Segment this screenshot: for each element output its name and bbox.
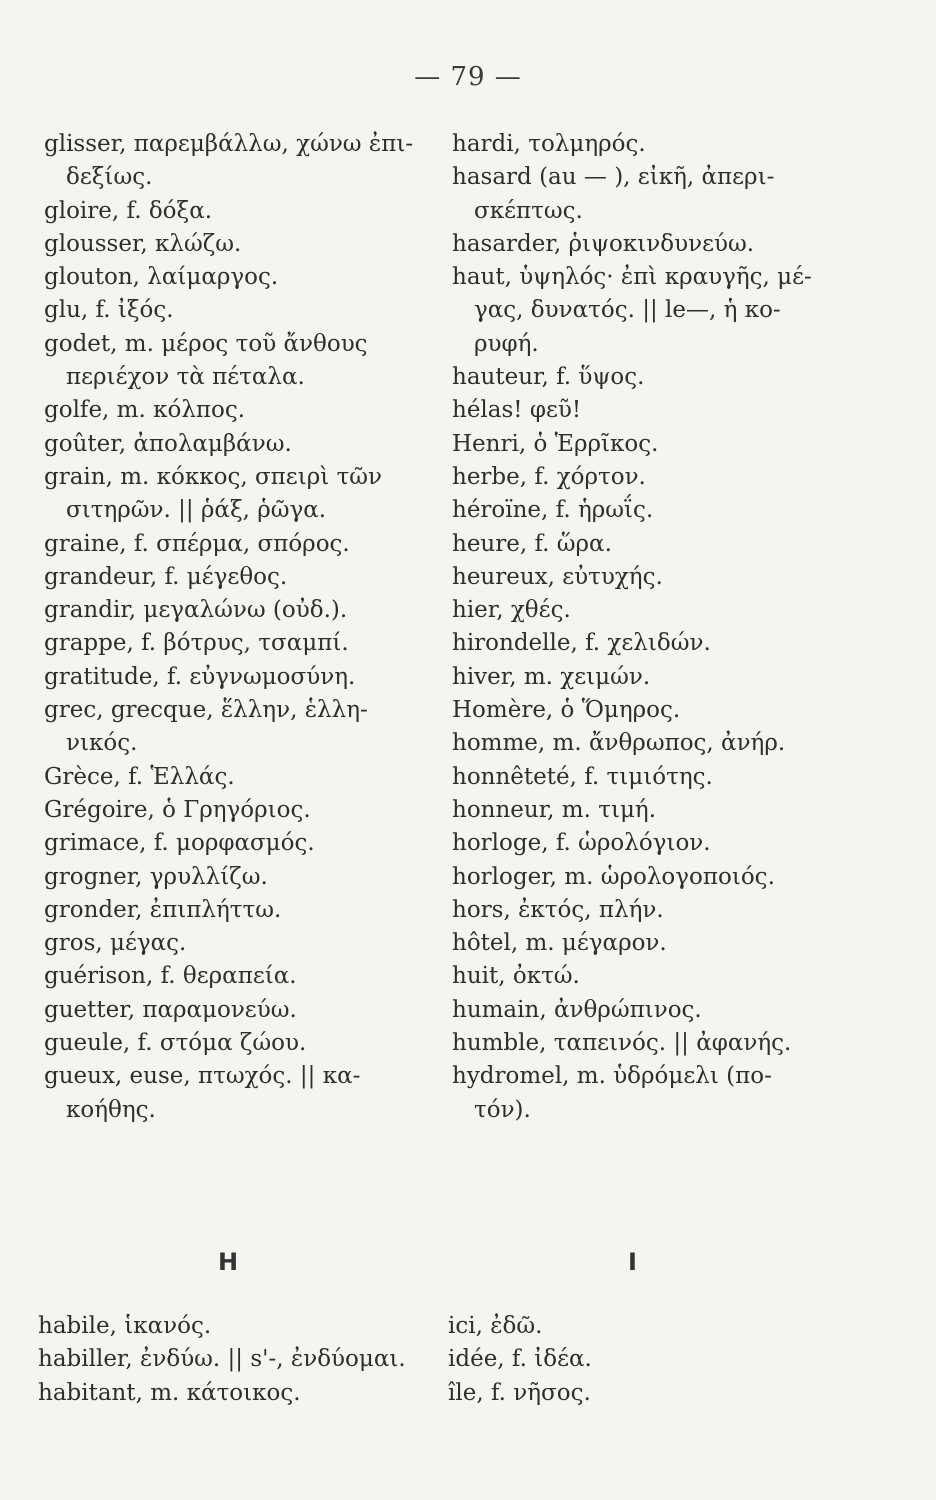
- left-column: [44, 128, 436, 1127]
- dictionary-entry: [44, 627, 436, 660]
- entry-headline: hiver, m. χειμών.: [452, 663, 651, 690]
- entry-headline: golfe, m. κόλπος.: [44, 397, 246, 424]
- dictionary-entry: [452, 661, 872, 694]
- entry-headline: gronder, ἐπιπλήττω.: [44, 896, 282, 923]
- entry-continuation: σιτηρῶν. || ῥάξ, ῥῶγα.: [66, 497, 327, 524]
- entry-headline: Henri, ὁ Ἑρρῖκος.: [452, 430, 659, 457]
- dictionary-entry: [44, 761, 436, 794]
- entry-headline: gueux, euse, πτωχός. || κα-: [44, 1063, 361, 1090]
- page-number: — 79 —: [414, 62, 522, 92]
- entry-headline: horloger, m. ὡρολογοποιός.: [452, 863, 775, 890]
- dictionary-entry: [44, 894, 436, 927]
- dictionary-entry: [38, 1377, 438, 1410]
- section-letter-h: H: [218, 1248, 239, 1276]
- entry-headline: gueule, f. στόμα ζώου.: [44, 1030, 307, 1057]
- dictionary-entry: [448, 1377, 868, 1410]
- entry-headline: habile, ἱκανός.: [38, 1313, 212, 1339]
- dictionary-entry: [44, 528, 436, 561]
- entry-headline: glu, f. ἰξός.: [44, 297, 174, 324]
- dictionary-entry: [452, 761, 872, 794]
- dictionary-entry: [452, 894, 872, 927]
- entry-headline: grandir, μεγαλώνω (οὐδ.).: [44, 597, 348, 624]
- entry-headline: île, f. νῆσος.: [448, 1379, 591, 1406]
- entry-headline: hélas! φεῦ!: [452, 397, 582, 424]
- entry-headline: hôtel, m. μέγαρον.: [452, 930, 667, 957]
- entry-headline: grappe, f. βότρυς, τσαμπί.: [44, 630, 349, 657]
- right-column: [452, 128, 872, 1127]
- section-letter-i: I: [628, 1248, 637, 1276]
- dictionary-entry: [452, 927, 872, 960]
- dictionary-entry: [452, 994, 872, 1027]
- dictionary-entry: [452, 128, 872, 161]
- dictionary-entry: [44, 128, 436, 195]
- entry-headline: ici, ἐδῶ.: [448, 1313, 543, 1339]
- entry-headline: grogner, γρυλλίζω.: [44, 863, 268, 890]
- dictionary-entry: [452, 594, 872, 627]
- entry-headline: grain, m. κόκκος, σπειρὶ τῶν: [44, 463, 383, 490]
- entry-headline: humble, ταπεινός. || ἀφανής.: [452, 1030, 792, 1057]
- entry-continuation: κοήθης.: [66, 1096, 156, 1123]
- entry-continuation: περιέχον τὰ πέταλα.: [66, 364, 305, 391]
- entry-headline: heure, f. ὥρα.: [452, 530, 612, 557]
- entry-headline: horloge, f. ὡρολόγιον.: [452, 830, 711, 857]
- dictionary-entry: [452, 394, 872, 427]
- dictionary-entry: [44, 195, 436, 228]
- dictionary-entry: [44, 561, 436, 594]
- i-section-column: [448, 1310, 868, 1410]
- dictionary-entry: [44, 794, 436, 827]
- entry-headline: glousser, κλώζω.: [44, 230, 242, 257]
- dictionary-entry: [44, 594, 436, 627]
- entry-headline: hauteur, f. ὕψος.: [452, 364, 645, 391]
- entry-headline: glouton, λαίμαργος.: [44, 264, 279, 291]
- dictionary-entry: [452, 960, 872, 993]
- entry-headline: goûter, ἀπολαμβάνω.: [44, 430, 292, 457]
- entry-headline: gloire, f. δόξα.: [44, 197, 213, 224]
- entry-headline: guetter, παραμονεύω.: [44, 996, 297, 1023]
- entry-headline: Grégoire, ὁ Γρηγόριος.: [44, 796, 311, 823]
- entry-headline: grec, grecque, ἕλλην, ἑλλη-: [44, 697, 368, 724]
- dictionary-entry: [452, 461, 872, 494]
- entry-headline: hirondelle, f. χελιδών.: [452, 630, 711, 657]
- dictionary-entry: [44, 960, 436, 993]
- entry-headline: hasard (au — ), εἰκῆ, ἀπερι-: [452, 164, 775, 191]
- dictionary-entry: [452, 361, 872, 394]
- dictionary-entry: [44, 328, 436, 395]
- entry-headline: grandeur, f. μέγεθος.: [44, 563, 288, 590]
- entry-headline: Grèce, f. Ἑλλάς.: [44, 763, 235, 790]
- dictionary-entry: [452, 827, 872, 860]
- entry-headline: hasarder, ῥιψοκινδυνεύω.: [452, 230, 755, 257]
- dictionary-entry: [452, 727, 872, 760]
- entry-headline: graine, f. σπέρμα, σπόρος.: [44, 530, 350, 557]
- dictionary-entry: [44, 294, 436, 327]
- entry-headline: huit, ὀκτώ.: [452, 963, 580, 990]
- entry-headline: gratitude, f. εὐγνωμοσύνη.: [44, 663, 356, 690]
- entry-headline: godet, m. μέρος τοῦ ἄνθους: [44, 330, 368, 357]
- entry-headline: habitant, m. κάτοικος.: [38, 1379, 301, 1406]
- entry-headline: honnêteté, f. τιμιότης.: [452, 763, 713, 790]
- dictionary-entry: [452, 161, 872, 228]
- dictionary-entry: [452, 694, 872, 727]
- dictionary-entry: [452, 261, 872, 361]
- dictionary-entry: [44, 694, 436, 761]
- dictionary-entry: [452, 428, 872, 461]
- dictionary-entry: [44, 428, 436, 461]
- dictionary-entry: [452, 1060, 872, 1127]
- dictionary-entry: [44, 261, 436, 294]
- dictionary-entry: [452, 794, 872, 827]
- entry-headline: homme, m. ἄνθρωπος, ἀνήρ.: [452, 730, 786, 757]
- dictionary-entry: [452, 228, 872, 261]
- dictionary-entry: [38, 1310, 438, 1343]
- entry-continuation: τόν).: [474, 1096, 531, 1123]
- dictionary-entry: [448, 1310, 868, 1343]
- entry-headline: guérison, f. θεραπεία.: [44, 963, 297, 990]
- entry-continuation: ρυφή.: [474, 330, 539, 357]
- entry-headline: idée, f. ἰδέα.: [448, 1346, 592, 1373]
- dictionary-entry: [44, 994, 436, 1027]
- entry-headline: hier, χθές.: [452, 597, 571, 624]
- entry-headline: hardi, τολμηρός.: [452, 131, 646, 157]
- entry-headline: gros, μέγας.: [44, 930, 187, 957]
- dictionary-entry: [44, 228, 436, 261]
- entry-headline: humain, ἀνθρώπινος.: [452, 996, 702, 1023]
- entry-headline: heureux, εὐτυχής.: [452, 563, 663, 590]
- h-section-column: [38, 1310, 438, 1410]
- entry-headline: hydromel, m. ὑδρόμελι (πο-: [452, 1063, 772, 1090]
- dictionary-entry: [44, 1060, 436, 1127]
- dictionary-entry: [38, 1343, 438, 1376]
- entry-headline: haut, ὑψηλός· ἐπὶ κραυγῆς, μέ-: [452, 264, 812, 291]
- entry-continuation: νικός.: [66, 730, 138, 757]
- dictionary-entry: [448, 1343, 868, 1376]
- dictionary-entry: [44, 394, 436, 427]
- dictionary-entry: [44, 827, 436, 860]
- entry-headline: herbe, f. χόρτον.: [452, 463, 646, 490]
- entry-headline: héroïne, f. ἡρωΐς.: [452, 497, 654, 524]
- dictionary-entry: [44, 927, 436, 960]
- entry-continuation: δεξίως.: [66, 164, 153, 191]
- entry-headline: Homère, ὁ Ὅμηρος.: [452, 697, 681, 724]
- entry-continuation: σκέπτως.: [474, 197, 583, 224]
- dictionary-entry: [44, 661, 436, 694]
- dictionary-entry: [452, 528, 872, 561]
- dictionary-entry: [452, 861, 872, 894]
- dictionary-entry: [452, 627, 872, 660]
- entry-headline: habiller, ἐνδύω. || s'-, ἐνδύομαι.: [38, 1346, 406, 1373]
- dictionary-entry: [44, 461, 436, 528]
- entry-headline: honneur, m. τιμή.: [452, 796, 657, 823]
- dictionary-entry: [452, 1027, 872, 1060]
- dictionary-entry: [44, 1027, 436, 1060]
- dictionary-entry: [452, 494, 872, 527]
- entry-headline: grimace, f. μορφασμός.: [44, 830, 315, 857]
- entry-continuation: γας, δυνατός. || le—, ἡ κο-: [474, 297, 781, 324]
- entry-headline: hors, ἐκτός, πλήν.: [452, 896, 664, 923]
- dictionary-entry: [44, 861, 436, 894]
- entry-headline: glisser, παρεμβάλλω, χώνω ἐπι-: [44, 131, 414, 157]
- dictionary-entry: [452, 561, 872, 594]
